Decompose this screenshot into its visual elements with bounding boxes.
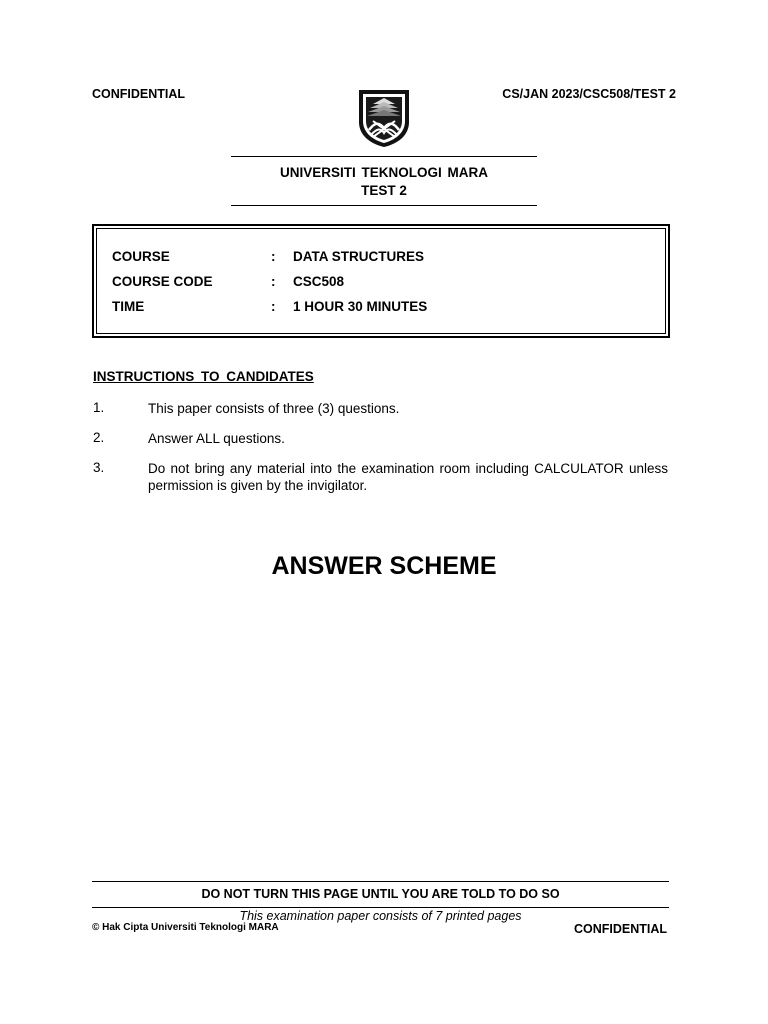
footer-copyright: © Hak Cipta Universiti Teknologi MARA [92,922,279,933]
title-rule-top [231,156,537,157]
footer-rule-top [92,881,669,882]
instruction-number: 3. [93,460,105,475]
header-confidential: CONFIDENTIAL [92,87,186,101]
time-separator: : [271,299,276,314]
course-code-value: CSC508 [293,274,345,289]
footer-warning: DO NOT TURN THIS PAGE UNTIL YOU ARE TOLD TO DO SO [201,887,560,901]
header-paper-code: CS/JAN 2023/CSC508/TEST 2 [502,87,676,101]
footer-rule-bottom [92,907,669,908]
time-label: TIME [112,299,145,314]
instruction-number: 1. [93,400,105,415]
footer-page-count: This examination paper consists of 7 printed pages [239,909,522,923]
instruction-text: Answer ALL questions. [148,431,285,446]
time-value: 1 HOUR 30 MINUTES [293,299,428,314]
footer-confidential: CONFIDENTIAL [573,922,667,936]
instruction-text: This paper consists of three (3) questions. [148,401,400,416]
course-label: COURSE [112,249,170,264]
university-name: UNIVERSITI TEKNOLOGI MARA [279,165,488,180]
answer-scheme-heading: ANSWER SCHEME [271,552,497,580]
course-code-label: COURSE CODE [112,274,213,289]
course-separator: : [271,249,276,264]
course-code-separator: : [271,274,276,289]
course-info-box [92,224,670,338]
course-value: DATA STRUCTURES [293,249,424,264]
title-rule-bottom [231,205,537,206]
instruction-text: Do not bring any material into the examination room including CALCULATOR unless permission is given by the invigilator. [148,461,668,493]
instructions-title: INSTRUCTIONS TO CANDIDATES [93,369,314,384]
test-title: TEST 2 [361,183,407,198]
university-logo-icon [357,88,411,148]
instruction-number: 2. [93,430,105,445]
